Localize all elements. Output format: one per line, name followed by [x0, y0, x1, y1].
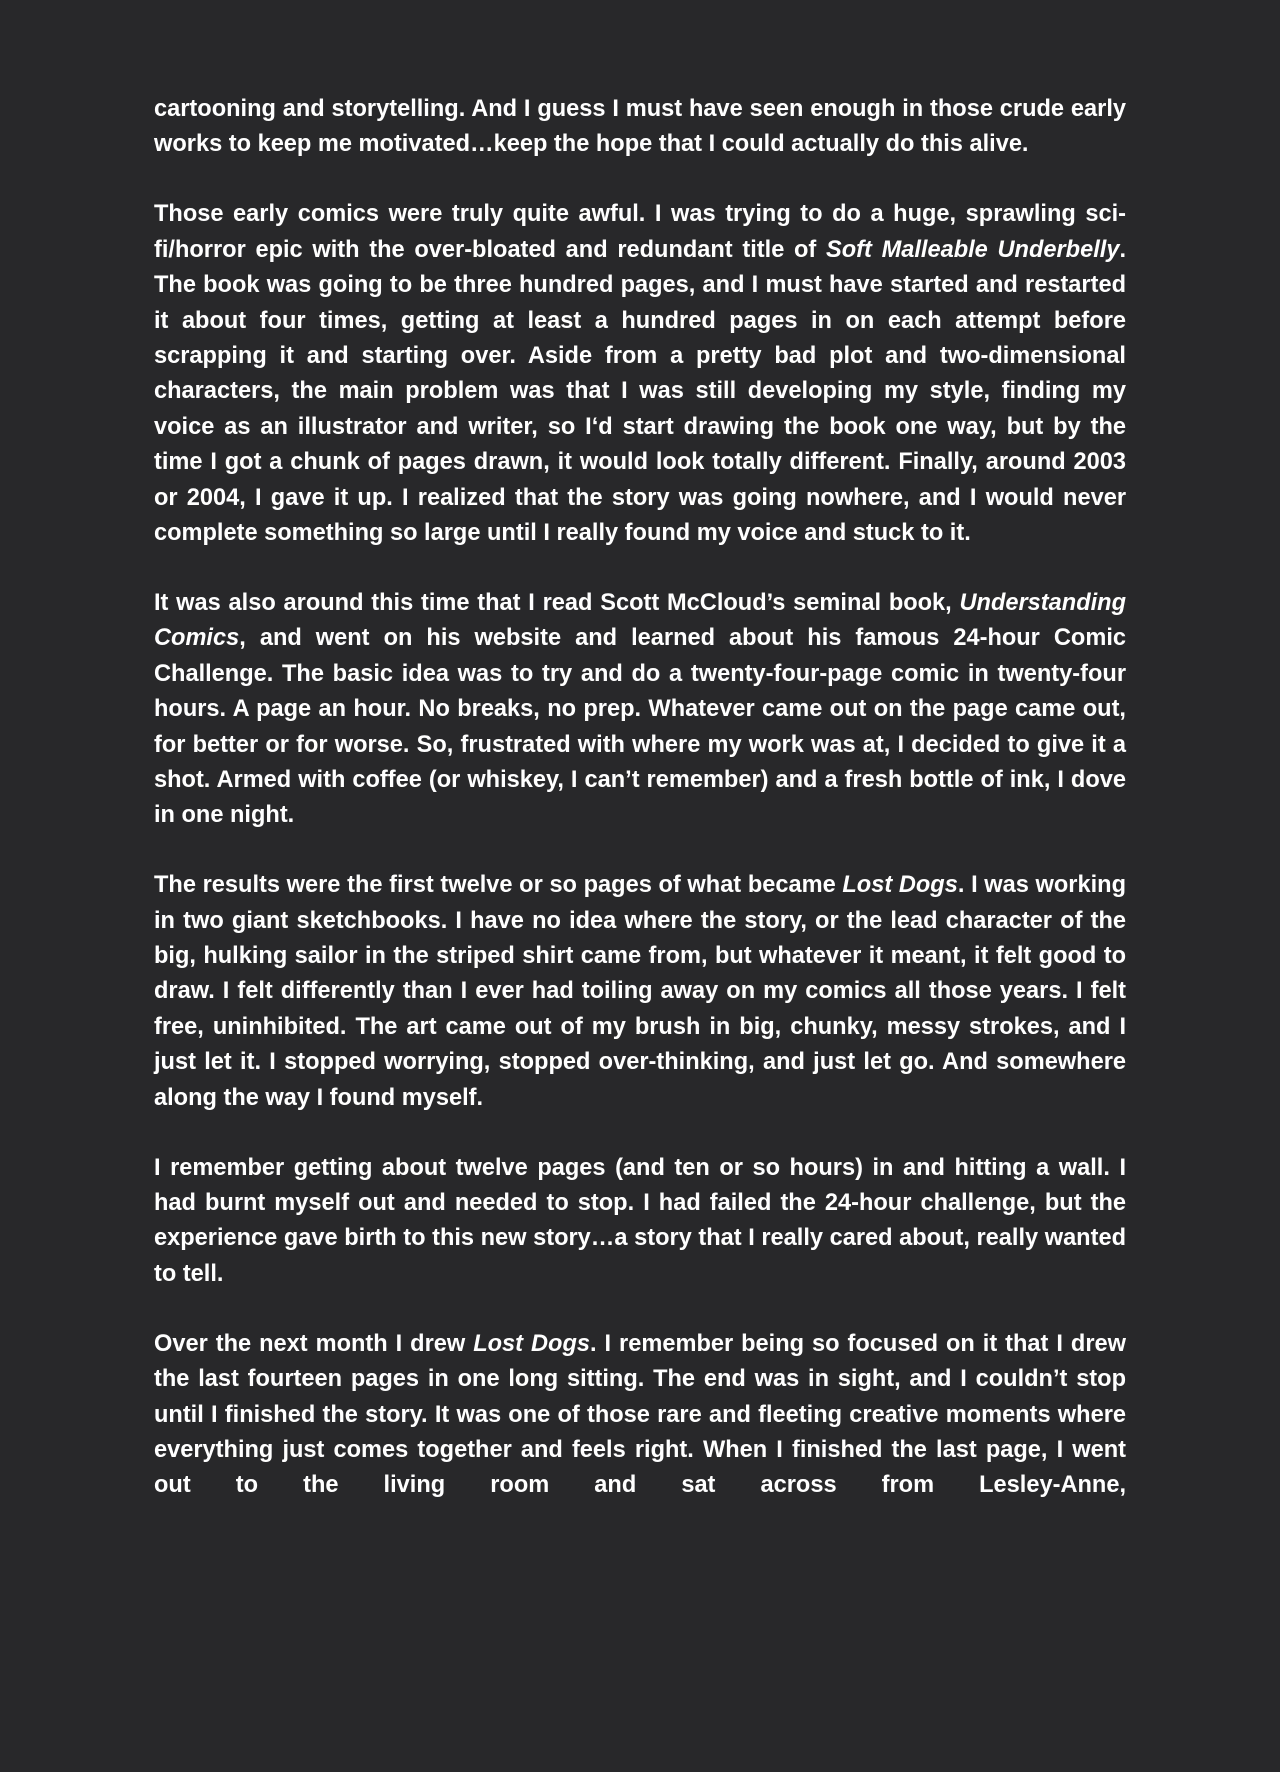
paragraph-1 [154, 92, 1126, 163]
page-text-block [154, 92, 1126, 1538]
paragraph-2-text-b: . The book was going to be three hundred pages, and I must have started and restarted it about four times, getting at least a hundred pages in on each attempt before scrapping it and starting over. Aside from a pretty bad plot and two-dimensional characters, the main problem was that I was still developing my style, finding my voice as an illustrator and writer, so I‘d start drawing the book one way, but by the time I got a chunk of pages drawn, it would look totally different. Finally, around 2003 or 2004, I gave it up. I realized that the story was going nowhere, and I would never complete something so large until I really found my voice and stuck to it. [154, 236, 1127, 546]
paragraph-6-text-b: . I remember being so focused on it that I drew the last fourteen pages in one long sitting. The end was in sight, and I couldn’t stop until I finished the story. It was one of those rare and fleeting creative moments where everything just comes together and feels right. When I finished the last page, I went out to the living room and sat across from Lesley-Anne, [154, 1330, 1126, 1499]
paragraph-3-text-b: , and went on his website and learned about his famous 24-hour Comic Challenge. The basic idea was to try and do a twenty-four-page comic in twenty-four hours. A page an hour. No breaks, no prep. Whatever came out on the page came out, for better or for worse. So, frustrated with where my work was at, I decided to give it a shot. Armed with coffee (or whiskey, I can’t remember) and a fresh bottle of ink, I dove in one night. [154, 625, 1126, 829]
paragraph-4 [154, 868, 1126, 1116]
paragraph-6-text-a: Over the next month I drew [154, 1330, 474, 1357]
paragraph-5-text: I remember getting about twelve pages (and ten or so hours) in and hitting a wall. I had burnt myself out and needed to stop. I had failed the 24-hour challenge, but the experience gave birth to this new story…a story that I really cared about, really wanted to tell. [154, 1154, 1126, 1287]
paragraph-5 [154, 1151, 1126, 1293]
paragraph-2 [154, 197, 1126, 551]
paragraph-2-text-a: Those early comics were truly quite awful. I was trying to do a huge, sprawling sci-fi/horror epic with the over-bloated and redundant title of [154, 201, 1126, 263]
paragraph-1-text: cartooning and storytelling. And I guess I must have seen enough in those crude early works to keep me motivated…keep the hope that I could actually do this alive. [154, 96, 1126, 158]
book-title-lost-dogs: Lost Dogs [842, 872, 958, 899]
paragraph-6 [154, 1327, 1126, 1504]
paragraph-4-text-b: . I was working in two giant sketchbooks. I have no idea where the story, or the lead character of the big, hulking sailor in the striped shirt came from, but whatever it meant, it felt good to draw. I felt differently than I ever had toiling away on my comics all those years. I felt free, uninhibited. The art came out of my brush in big, chunky, messy strokes, and I just let it. I stopped worrying, stopped over-thinking, and just let go. And somewhere along the way I found myself. [154, 872, 1126, 1111]
paragraph-4-text-a: The results were the first twelve or so pages of what became [154, 872, 843, 899]
paragraph-3-text-a: It was also around this time that I read Scott McCloud’s seminal book, [154, 589, 960, 616]
paragraph-3 [154, 586, 1126, 834]
book-title-lost-dogs-2: Lost Dogs [473, 1330, 590, 1357]
book-title-soft-malleable-underbelly: Soft Malleable Underbelly [826, 236, 1120, 263]
book-title-understanding-comics: Understanding Comics [154, 589, 1126, 652]
